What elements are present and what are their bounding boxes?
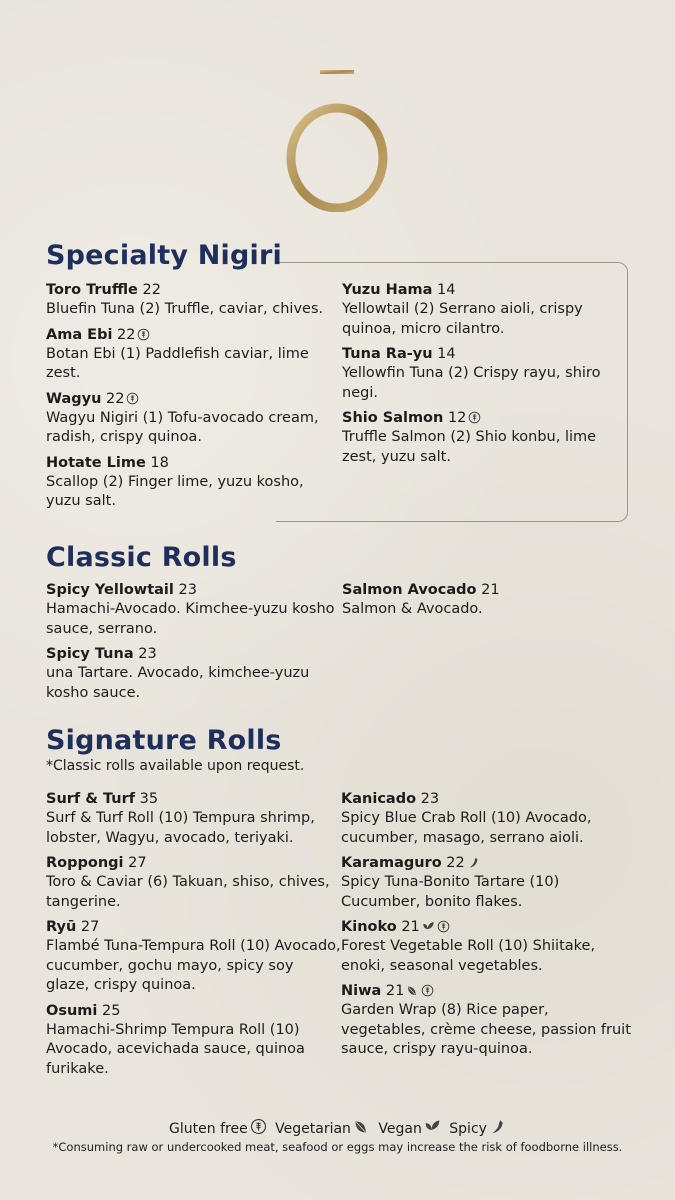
menu-item-price: 27 [128,855,147,871]
menu-item [342,345,622,403]
menu-item-name: Salmon Avocado [342,582,477,598]
menu-item [342,409,622,467]
menu-item-price: 12 [447,410,467,426]
menu-item-header [46,645,341,664]
menu-item-header [341,854,631,873]
menu-item [341,854,631,912]
menu-item-header [46,854,341,873]
restaurant-logo [280,66,394,212]
signature-left-column [46,790,341,1085]
menu-item-price: 21 [401,919,420,935]
menu-item-price: 18 [150,454,169,471]
legend-vegan [378,1118,440,1137]
menu-item-name: Yuzu Hama [342,282,433,298]
spicy-icon [489,1118,506,1135]
menu-item-header [342,581,622,600]
signature-note: *Classic rolls available upon request. [46,758,305,774]
menu-item-name: Ama Ebi [46,326,113,343]
menu-item [46,281,341,320]
menu-item [341,790,631,848]
specialty-left-column [46,281,341,518]
menu-item-name: Tuna Ra-yu [342,346,433,362]
menu-item-name: Spicy Tuna [46,646,134,662]
menu-item [341,918,631,976]
signature-right-column [341,790,631,1066]
menu-item-price: 22 [446,855,465,871]
menu-item-name: Surf & Turf [46,791,136,807]
menu-item [46,454,341,512]
menu-item-header [341,918,631,937]
menu-item-name: Hotate Lime [46,454,146,471]
menu-item-header [46,281,341,300]
menu-item-name: Shio Salmon [342,410,444,426]
menu-item-price: 14 [437,282,456,298]
menu-item-header [341,790,631,809]
menu-item-price: 35 [139,791,159,807]
gluten-free-icon [437,920,450,933]
menu-item [46,1002,341,1080]
menu-item-description: Botan Ebi (1) Paddlefish caviar, lime zest. [46,345,309,381]
menu-item-price: 25 [101,1002,121,1019]
menu-item-description: Hamachi-Shrimp Tempura Roll (10) Avocado, acevichada sauce, quinoa furikake. [46,1021,305,1077]
menu-item-header [46,790,341,809]
menu-item-name: Niwa [341,983,382,999]
menu-item-header [342,345,622,364]
legend-vegetarian [275,1118,370,1137]
menu-item [46,854,341,912]
gluten-free-icon [250,1118,267,1135]
menu-item-description: Yellowtail (2) Serrano aioli, crispy quinoa, micro cilantro. [342,301,583,337]
menu-item [46,326,341,384]
menu-item-name: Wagyu [46,390,102,407]
menu-item-name: Osumi [46,1002,98,1019]
legend-spicy [449,1118,506,1137]
menu-item [46,645,341,703]
menu-item-header [46,581,341,600]
menu-item [342,281,622,339]
menu-item [46,918,341,996]
menu-item-description: Hamachi-Avocado. Kimchee-yuzu kosho sauce, serrano. [46,601,335,637]
menu-item-description: Truffle Salmon (2) Shio konbu, lime zest, yuzu salt. [342,429,597,465]
specialty-right-column [342,281,622,473]
spicy-icon [467,856,480,869]
menu-item-name: Roppongi [46,855,124,871]
menu-item-price: 22 [117,326,136,343]
menu-item-description: Yellowfin Tuna (2) Crispy rayu, shiro negi. [342,365,601,401]
menu-item-name: Kinoko [341,919,397,935]
section-title-signature-rolls: Signature Rolls [46,725,282,756]
menu-item-description: Spicy Blue Crab Roll (10) Avocado, cucumber, masago, serrano aioli. [341,810,592,846]
legend-gluten-free-label: Gluten free [169,1121,248,1137]
menu-item-name: Toro Truffle [46,282,138,298]
vegan-icon [424,1118,441,1135]
section-title-classic-rolls: Classic Rolls [46,542,237,573]
menu-item-header [46,326,341,345]
menu-item [341,982,631,1060]
menu-item-price: 21 [481,582,500,598]
menu-item-price: 23 [138,646,157,662]
legend-gluten-free [169,1118,267,1137]
menu-item-description: Forest Vegetable Roll (10) Shiitake, enoki, seasonal vegetables. [341,938,596,974]
menu-item-price: 22 [106,390,125,407]
gluten-free-icon [137,328,150,341]
menu-item-price: 23 [178,582,197,598]
legend-vegetarian-label: Vegetarian [275,1121,351,1137]
vegetarian-icon [406,984,419,997]
legend-vegan-label: Vegan [378,1121,422,1137]
menu-item-header [341,982,631,1001]
menu-item [46,790,341,848]
menu-item-header [46,918,341,937]
menu-item-description: Toro & Caviar (6) Takuan, shiso, chives, tangerine. [46,874,330,910]
section-title-specialty-nigiri: Specialty Nigiri [46,240,282,271]
menu-item-header [46,390,341,409]
menu-item-price: 23 [420,791,440,807]
menu-item-header [342,409,622,428]
menu-item-description: una Tartare. Avocado, kimchee-yuzu kosho sauce. [46,665,310,701]
menu-item-description: Spicy Tuna-Bonito Tartare (10) Cucumber, bonito flakes. [341,874,560,910]
menu-item [46,581,341,639]
menu-item-description: Flambé Tuna-Tempura Roll (10) Avocado, cucumber, gochu mayo, spicy soy glaze, crispy quinoa. [46,938,341,993]
dietary-legend [0,1118,675,1137]
legend-spicy-label: Spicy [449,1121,487,1137]
menu-item-header [46,1002,341,1021]
menu-item-name: Karamaguro [341,855,442,871]
menu-item-price: 14 [437,346,456,362]
menu-item [342,581,622,620]
menu-item-description: Wagyu Nigiri (1) Tofu-avocado cream, radish, crispy quinoa. [46,409,319,445]
menu-item [46,390,341,448]
foodborne-illness-disclaimer: *Consuming raw or undercooked meat, seafood or eggs may increase the risk of foodborne illness. [52,1140,623,1154]
menu-item-description: Bluefin Tuna (2) Truffle, caviar, chives. [46,301,324,317]
menu-item-description: Salmon & Avocado. [342,601,483,617]
menu-item-price: 21 [385,983,405,999]
menu-item-price: 27 [80,919,100,935]
menu-item-header [46,454,341,473]
classic-left-column [46,581,341,709]
menu-item-description: Garden Wrap (8) Rice paper, vegetables, crème cheese, passion fruit sauce, crispy rayu-quinoa. [341,1002,631,1057]
classic-right-column [342,581,622,626]
vegetarian-icon [353,1118,370,1135]
menu-item-name: Kanicado [341,791,417,807]
gluten-free-icon [421,984,434,997]
gluten-free-icon [126,392,139,405]
menu-item-description: Scallop (2) Finger lime, yuzu kosho, yuzu salt. [46,473,304,509]
menu-item-header [342,281,622,300]
gluten-free-icon [468,411,481,424]
menu-item-name: Spicy Yellowtail [46,582,174,598]
vegan-icon [422,920,435,933]
menu-item-description: Surf & Turf Roll (10) Tempura shrimp, lobster, Wagyu, avocado, teriyaki. [46,810,315,846]
menu-item-price: 22 [142,282,161,298]
menu-item-name: Ryū [46,919,77,935]
